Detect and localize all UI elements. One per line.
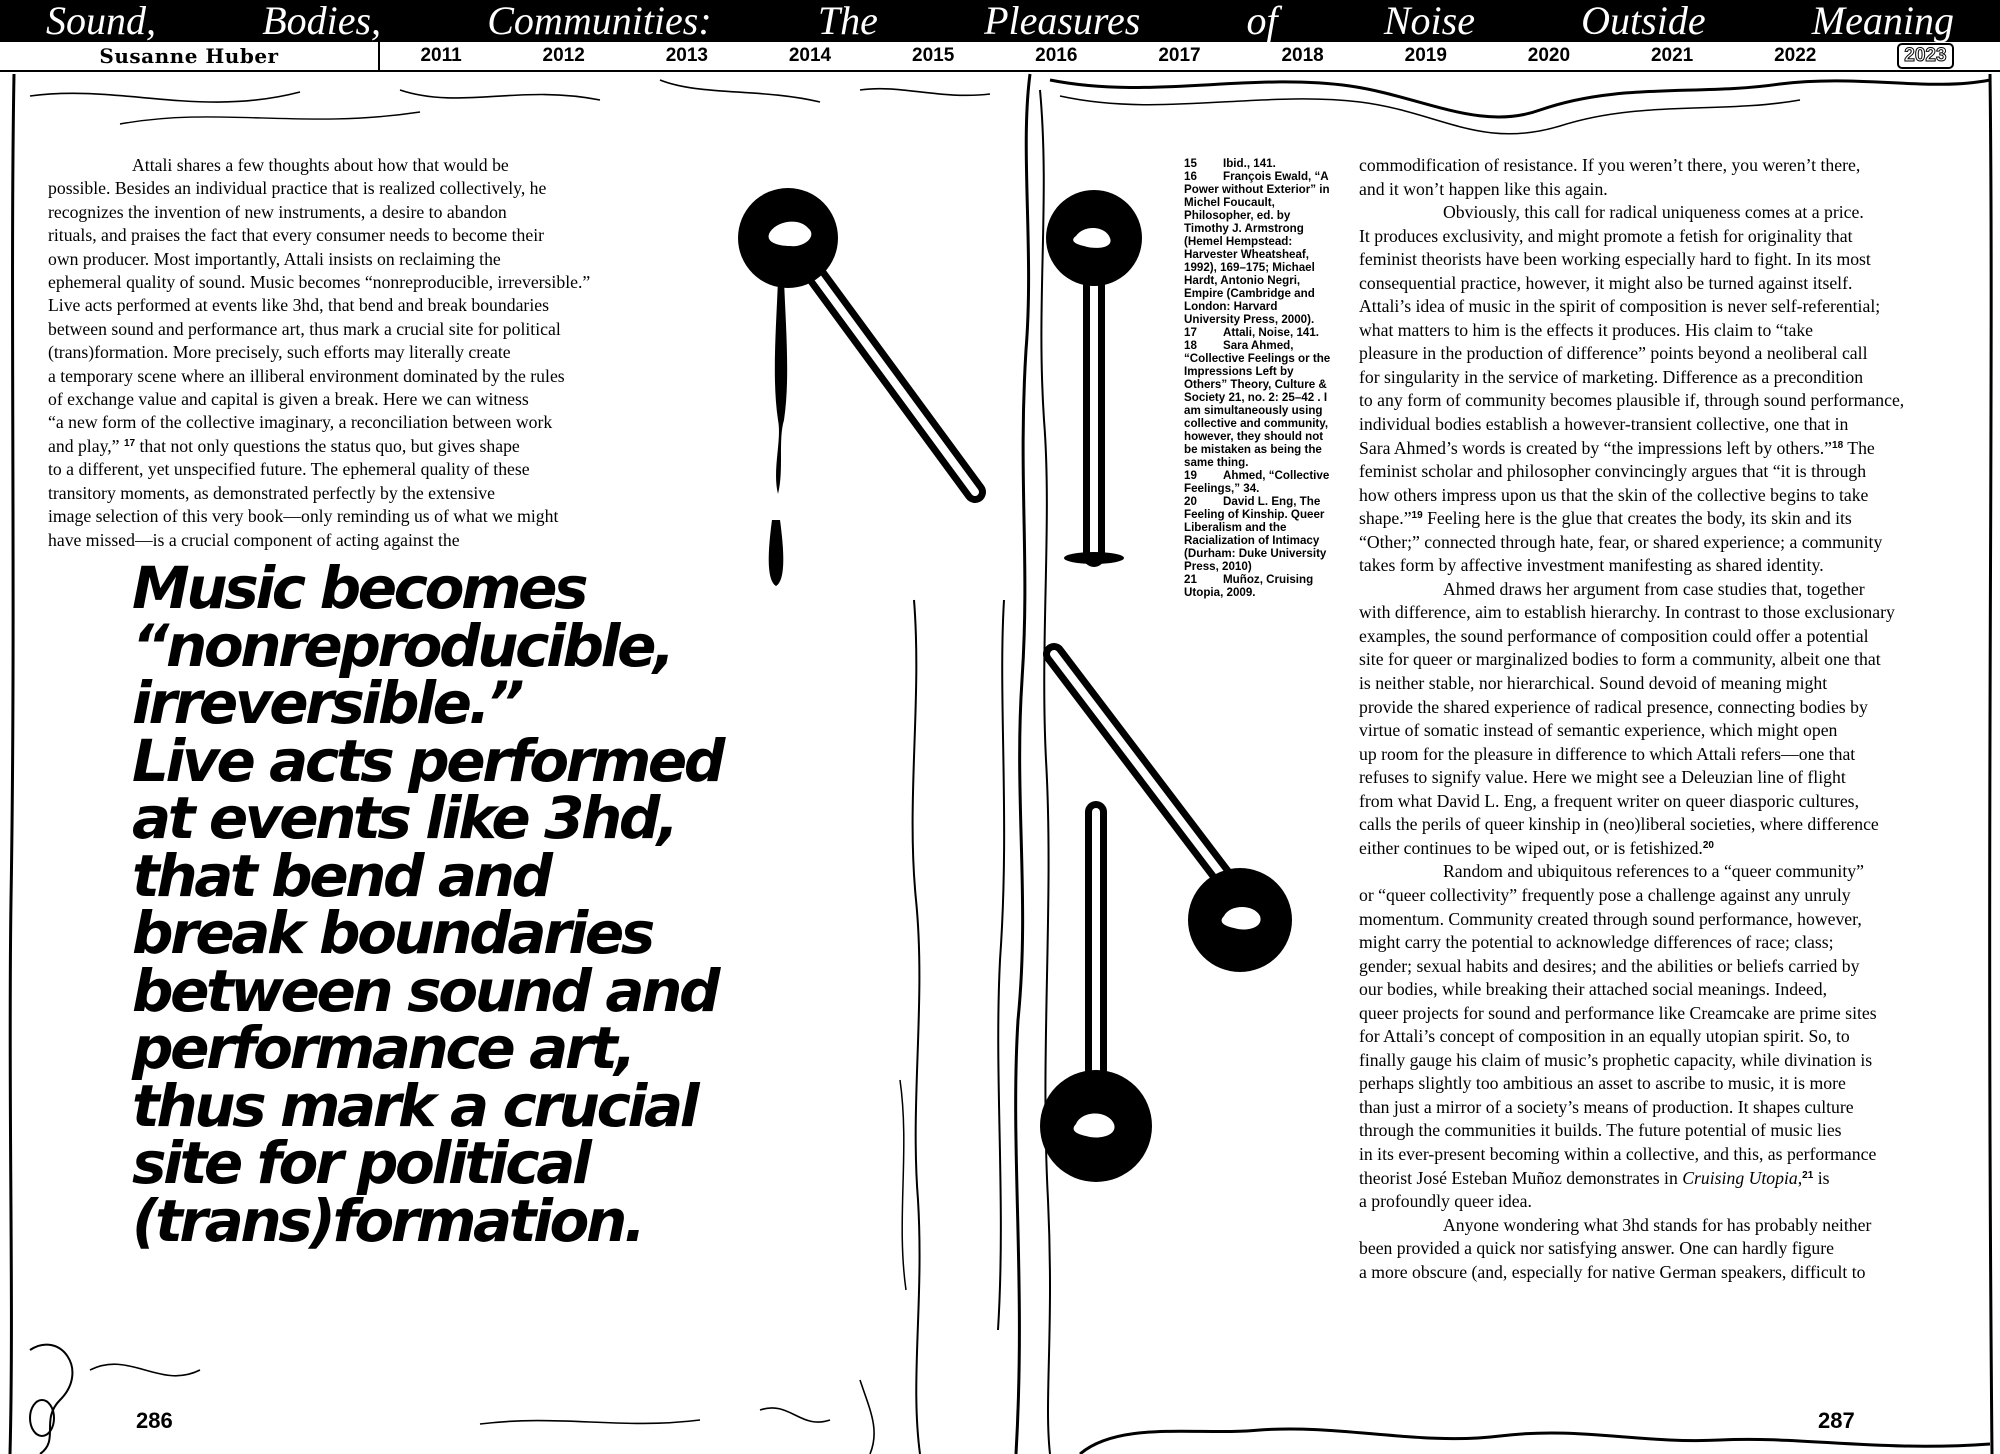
right-line: feminist scholar and philosopher convincingly argues that “it is through (1359, 461, 1867, 482)
left-line: (trans)formation. More precisely, such efforts may literally create (48, 342, 511, 363)
title-word: Noise (1383, 0, 1475, 42)
footnote-ref[interactable]: 19 (1411, 510, 1423, 522)
noise-key-1 (738, 188, 975, 586)
right-line: provide the shared experience of radical presence, connecting bodies by (1359, 696, 1868, 717)
footnote (1184, 469, 1332, 495)
footnote-number: 21 (1184, 573, 1197, 586)
center-drip (1016, 74, 1030, 1454)
right-paragraph: Random and ubiquitous references to a “queer community” or “queer collectivity” frequently pose a challenge against any unruly momentum. Community created through sound performance, however, might carry the potential to acknowledge differences of race; class; gender; sexual habits and desires; and the abilities or beliefs carried by our bodies, while breaking their attached social meanings. Indeed, queer projects for sound and performance like Creamcake are prime sites for Attali’s concept of composition in an equally utopian spirit. So, to finally gauge his claim of music’s prophetic capacity, while divination is perhaps slightly too ambitious an asset to ascribe to music, it is more than just a mirror of a society’s means of production. It shapes culture through the communities it builds. The future potential of music lies in its ever-present becoming within a collective, and this, as performance theorist José Esteban Muñoz demonstrates in Cruising Utopia,$^{21}$ is a profoundly queer idea. (1359, 861, 1877, 1212)
right-border (1990, 74, 1992, 1454)
right-line: gender; sexual habits and desires; and the abilities or beliefs carried by (1359, 955, 1860, 976)
year-list (380, 43, 2000, 69)
top-scribble (120, 112, 420, 124)
left-line: ephemeral quality of sound. Music becomes “nonreproducible, irreversible.” (48, 272, 591, 293)
author-name: Susanne Huber (0, 42, 380, 70)
right-line: how others impress upon us that the skin of the collective begins to take (1359, 484, 1869, 505)
footnote-number: 19 (1184, 469, 1197, 482)
footnote (1184, 573, 1332, 599)
left-line: recognizes the invention of new instruments, a desire to abandon (48, 201, 507, 222)
pull-quote-line: performance art, (132, 1014, 634, 1082)
footnote (1184, 170, 1332, 326)
center-drip (1040, 90, 1050, 1454)
running-title (0, 0, 2000, 42)
pull-quote-line: thus mark a crucial (132, 1071, 697, 1140)
footnote-text: Ahmed, “Collective Feelings,” 34. (1184, 469, 1330, 495)
title-word: Bodies, (262, 0, 382, 42)
year-link-2020[interactable]: 2020 (1527, 45, 1571, 66)
right-line: Anyone wondering what 3hd stands for has probably neither (1443, 1214, 1872, 1235)
bottom-scribble (30, 1400, 54, 1436)
right-line: queer projects for sound and performance like Creamcake are prime sites (1359, 1002, 1877, 1023)
right-paragraph (1359, 201, 1952, 578)
year-link-2012[interactable]: 2012 (542, 45, 585, 66)
right-line: our bodies, while breaking their attached social meanings. Indeed, (1359, 979, 1828, 1000)
bottom-scribble (90, 1364, 874, 1454)
right-line: feminist theorists have been working especially hard to fight. In its most (1359, 249, 1871, 270)
title-word: of (1246, 0, 1278, 42)
right-top-border (1050, 80, 1990, 117)
right-line: momentum. Community created through sound performance, however, (1359, 908, 1862, 929)
title-word: Pleasures (984, 0, 1141, 42)
right-line: Ahmed draws her argument from case studies that, together (1443, 578, 1865, 599)
right-line: is neither stable, nor hierarchical. Sound devoid of meaning might (1359, 673, 1828, 694)
right-line: either continues to be wiped out, or is fetishized. (1359, 837, 1703, 858)
right-line: Sara Ahmed’s words is created by “the impressions left by others.” (1359, 437, 1833, 458)
footnote-number: 16 (1184, 170, 1197, 183)
pull-quote-line: at events like 3hd, (132, 784, 676, 852)
right-line: might carry the potential to acknowledge differences of race; class; (1359, 932, 1834, 953)
right-line: takes form by affective investment manifesting as shared identity. (1359, 555, 1824, 576)
right-line: with difference, aim to establish hierarchy. In contrast to those exclusionary (1359, 602, 1895, 623)
right-body-text (1359, 154, 1952, 1284)
right-line: examples, the sound performance of composition could offer a potential (1359, 625, 1869, 646)
top-scribble (30, 80, 990, 102)
footnote-number: 17 (1184, 326, 1197, 339)
left-border-drip (10, 74, 14, 1454)
left-line: own producer. Most importantly, Attali insists on reclaiming the (48, 248, 501, 269)
right-line: to any form of community becomes plausible if, through sound performance, (1359, 390, 1905, 411)
pull-quote-line: “nonreproducible, (132, 611, 672, 680)
left-line: Attali shares a few thoughts about how that would be (132, 155, 509, 175)
title-word: Communities: (487, 0, 712, 42)
right-paragraph (1359, 1214, 1952, 1285)
year-link-2023[interactable]: 2023 (1897, 43, 1953, 69)
left-line: “a new form of the collective imaginary, a reconciliation between work (48, 412, 553, 433)
left-line: have missed—is a crucial component of acting against the (48, 529, 460, 550)
left-line: that not only questions the status quo, but gives shape (139, 435, 520, 456)
title-word: Meaning (1811, 0, 1954, 42)
right-line: for Attali’s concept of composition in an equally utopian spirit. So, to (1359, 1026, 1850, 1047)
pull-quote-line: break boundaries (132, 899, 652, 967)
footnote-text: François Ewald, “A Power without Exterior” in Michel Foucault, Philosopher, ed. by Timothy J. Armstrong (Hemel Hempstead: Harvester Wheatsheaf, 1992), 169–175; Michael Hardt, Antonio Negri, Empire (Cambridge and London: Harvard University Press, 2000). (1184, 170, 1330, 326)
year-link-2014[interactable]: 2014 (788, 45, 832, 66)
right-line: perhaps slightly too ambitious an asset to ascribe to music, it is more (1359, 1073, 1846, 1094)
footnote-text: Muñoz, Cruising Utopia, 2009. (1184, 573, 1314, 599)
left-body-text (48, 154, 643, 552)
right-line: from what David L. Eng, a frequent writer on queer diasporic cultures, (1359, 790, 1859, 811)
right-line: pleasure in the production of difference” points beyond a neoliberal call (1359, 343, 1868, 364)
footnote (1184, 339, 1332, 469)
right-line: and it won’t happen like this again. (1359, 178, 1608, 199)
title-word: Sound, (46, 0, 156, 42)
title-word: Outside (1581, 0, 1706, 42)
right-line: than just a mirror of a society’s means of production. It shapes culture (1359, 1096, 1854, 1117)
right-line: Attali’s idea of music in the spirit of composition is never self-referential; (1359, 296, 1881, 317)
right-line: theorist José Esteban Muñoz demonstrates in (1359, 1167, 1678, 1188)
footnote-text: David L. Eng, The Feeling of Kinship. Queer Liberalism and the Racialization of Intimacy (Durham: Duke University Press, 2010) (1184, 495, 1327, 573)
year-link-2021[interactable]: 2021 (1650, 45, 1694, 66)
right-line: a more obscure (and, especially for native German speakers, difficult to (1359, 1261, 1866, 1282)
right-line: is (1813, 1167, 1830, 1188)
left-line: a temporary scene where an illiberal environment dominated by the rules (48, 365, 565, 386)
left-line: and play,” (48, 435, 120, 456)
left-line: transitory moments, as demonstrated perfectly by the extensive (48, 482, 495, 503)
left-line: of exchange value and capital is given a break. Here we can witness (48, 389, 529, 410)
left-line: between sound and performance art, thus mark a crucial site for political (48, 318, 561, 339)
footnote-text: Attali, Noise, 141. (1223, 326, 1320, 339)
right-line: individual bodies establish a however-transient collective, one that in (1359, 414, 1849, 435)
right-line: shape.” (1359, 508, 1412, 529)
left-paragraph (48, 154, 643, 552)
right-line: Feeling here is the glue that creates the body, its skin and its (1422, 508, 1852, 529)
right-paragraph (1359, 578, 1952, 861)
footnote-number: 20 (1184, 495, 1197, 508)
year-link-2017[interactable]: 2017 (1158, 45, 1201, 66)
right-line: site for queer or marginalized bodies to form a community, albeit one that (1359, 649, 1881, 670)
right-line: commodification of resistance. If you weren’t there, you weren’t there, (1359, 155, 1861, 175)
footnote (1184, 157, 1332, 170)
footnote (1184, 495, 1332, 573)
right-line: Obviously, this call for radical uniqueness comes at a price. (1443, 202, 1864, 223)
page-number-left: 286 (136, 1408, 173, 1433)
center-drip (998, 600, 1004, 1330)
pull-quote-line: that bend and (132, 841, 550, 910)
right-line: through the communities it builds. The future potential of music lies (1359, 1120, 1842, 1141)
pull-quote (132, 554, 932, 1255)
pull-quote-line: (trans)formation. (132, 1186, 643, 1255)
pull-quote-line: between sound and (132, 956, 718, 1025)
footnote-text: Sara Ahmed, “Collective Feelings or the Impressions Left by Others” Theory, Culture & Society 21, no. 2: 25–42 . I am simultaneously using collective and community, however, they should not be mistaken as being the same thing. (1184, 339, 1331, 469)
bottom-scribble (30, 1345, 72, 1454)
right-line: It produces exclusivity, and might promote a fetish for originality that (1359, 225, 1853, 246)
footnotes (1184, 157, 1332, 599)
noise-key-3 (1054, 654, 1292, 972)
right-line: Random and ubiquitous references to a “queer community” (1443, 861, 1864, 882)
year-link-2013[interactable]: 2013 (665, 45, 708, 66)
footnote-number: 15 (1184, 157, 1197, 170)
right-line: consequential practice, however, it might also be turned against itself. (1359, 272, 1853, 293)
noise-key-4 (1040, 812, 1152, 1182)
right-line: The (1843, 437, 1875, 458)
right-line: calls the perils of queer kinship in (neo)liberal societies, where difference (1359, 814, 1879, 835)
pull-quote-line: site for political (132, 1129, 589, 1197)
footnote-ref[interactable]: 20 (1702, 839, 1714, 851)
year-link-2011[interactable]: 2011 (420, 45, 462, 66)
title-word: The (817, 0, 878, 42)
footnote (1184, 326, 1332, 339)
right-line: refuses to signify value. Here we might see a Deleuzian line of flight (1359, 767, 1846, 788)
year-link-2019[interactable]: 2019 (1404, 45, 1447, 66)
right-line: in its ever-present becoming within a collective, and this, as performance (1359, 1143, 1877, 1164)
year-link-2015[interactable]: 2015 (912, 45, 955, 66)
pull-quote-line: Music becomes (132, 554, 586, 622)
right-line: up room for the pleasure in difference to which Attali refers—one that (1359, 743, 1856, 764)
right-line: virtue of somatic instead of semantic experience, which might open (1359, 720, 1838, 741)
year-link-2018[interactable]: 2018 (1281, 45, 1324, 66)
year-link-2022[interactable]: 2022 (1774, 45, 1817, 66)
left-line: rituals, and praises the fact that every consumer needs to become their (48, 225, 545, 246)
right-line: a profoundly queer idea. (1359, 1191, 1532, 1212)
left-line: Live acts performed at events like 3hd, that bend and break boundaries (48, 295, 549, 316)
right-line: “Other;” connected through hate, fear, or shared experience; a community (1359, 531, 1883, 552)
footnote-number: 18 (1184, 339, 1197, 352)
right-line: been provided a quick nor satisfying answer. One can hardly figure (1359, 1238, 1834, 1259)
year-navigation (0, 42, 2000, 72)
right-line: finally gauge his claim of music’s prophetic capacity, while divination is (1359, 1049, 1873, 1070)
footnote-ref[interactable]: 17 (123, 437, 136, 449)
footnote-ref[interactable]: 18 (1832, 439, 1844, 451)
right-line: for singularity in the service of marketing. Difference as a precondition (1359, 366, 1864, 387)
pull-quote-line: Live acts performed (132, 726, 722, 795)
right-paragraph (1359, 154, 1952, 201)
page-number-right: 287 (1818, 1408, 1855, 1433)
book-title: Cruising Utopia (1682, 1167, 1798, 1188)
pull-quote-line: irreversible.” (132, 669, 522, 737)
footnote-text: Ibid., 141. (1223, 157, 1276, 170)
noise-key-2 (1046, 190, 1142, 564)
footnote-ref[interactable]: 21 (1802, 1169, 1814, 1181)
right-line: what matters to him is the effects it produces. His claim to “take (1359, 319, 1814, 340)
right-top-border (1060, 96, 1800, 134)
year-link-2016[interactable]: 2016 (1035, 45, 1078, 66)
left-line: possible. Besides an individual practice that is realized collectively, he (48, 178, 547, 199)
left-line: to a different, yet unspecified future. The ephemeral quality of these (48, 459, 530, 480)
left-line: image selection of this very book—only reminding us of what we might (48, 506, 559, 527)
right-line: or “queer collectivity” frequently pose a challenge against any unruly (1359, 884, 1851, 905)
